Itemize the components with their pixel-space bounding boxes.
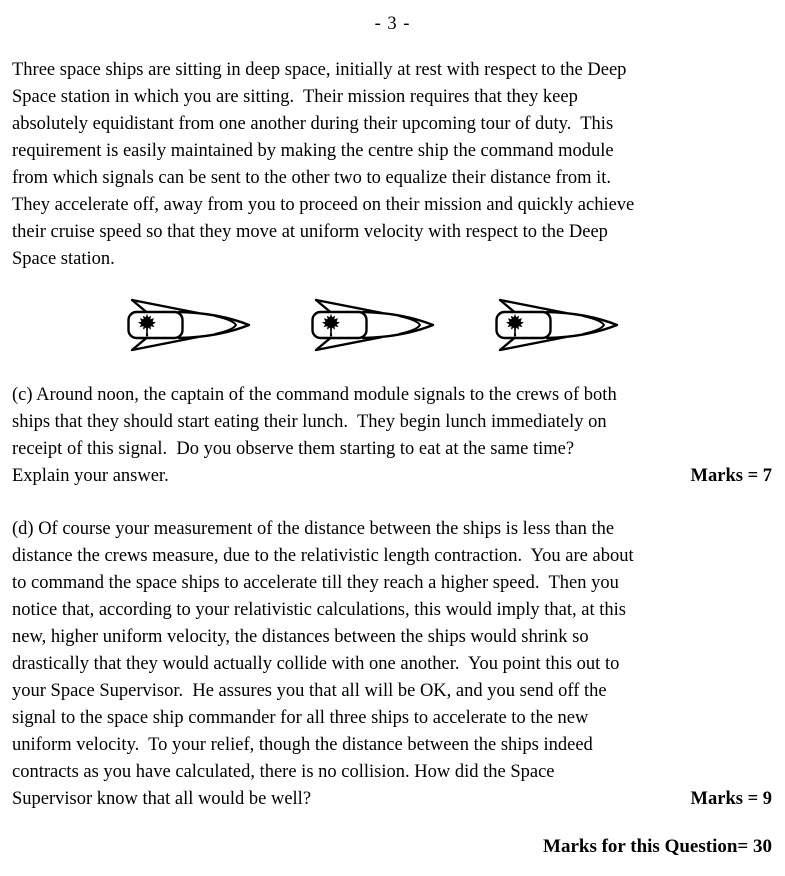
part-d-line: (d) Of course your measurement of the distance between the ships is less than the (12, 519, 615, 539)
intro-line: from which signals can be sent to the other two to equalize their distance from it. (12, 168, 612, 188)
intro-line: Space station in which you are sitting. Their mission requires that they keep (12, 87, 578, 107)
intro-line: absolutely equidistant from one another during their upcoming tour of duty. This (12, 114, 614, 134)
page-number: - 3 - (374, 14, 411, 34)
part-d-marks: Marks = 9 (690, 789, 772, 809)
part-d-line: notice that, according to your relativistic calculations, this would imply that, at this (12, 600, 626, 620)
intro-line: their cruise speed so that they move at uniform velocity with respect to the Deep (12, 222, 608, 242)
part-d-line: your Space Supervisor. He assures you that all will be OK, and you send off the (12, 681, 607, 701)
part-c-line: receipt of this signal. Do you observe them starting to eat at the same time? (12, 439, 575, 459)
intro-line: Three space ships are sitting in deep space, initially at rest with respect to the Deep (12, 60, 627, 80)
total-marks: Marks for this Question= 30 (543, 836, 772, 857)
spaceship-icon (495, 295, 619, 355)
intro-line: requirement is easily maintained by making the centre ship the command module (12, 141, 614, 161)
spaceships-figure (127, 295, 619, 355)
part-d-line: drastically that they would actually collide with one another. You point this out to (12, 654, 620, 674)
part-c-last-line: Explain your answer. (12, 466, 169, 486)
part-d-line: contracts as you have calculated, there is no collision. How did the Space (12, 762, 555, 782)
part-d-line: uniform velocity. To your relief, though the distance between the ships indeed (12, 735, 593, 755)
question-part-c (12, 382, 772, 490)
part-c-marks: Marks = 7 (690, 466, 772, 486)
intro-line: Space station. (12, 249, 115, 269)
intro-paragraph (12, 57, 772, 273)
intro-line: They accelerate off, away from you to proceed on their mission and quickly achieve (12, 195, 635, 215)
part-c-line: (c) Around noon, the captain of the command module signals to the crews of both (12, 385, 617, 405)
part-c-line: ships that they should start eating their lunch. They begin lunch immediately on (12, 412, 607, 432)
part-d-last-line: Supervisor know that all would be well? (12, 789, 312, 809)
part-d-line: new, higher uniform velocity, the distances between the ships would shrink so (12, 627, 589, 647)
part-d-line: signal to the space ship commander for all three ships to accelerate to the new (12, 708, 589, 728)
spaceship-icon (311, 295, 435, 355)
part-d-line: distance the crews measure, due to the relativistic length contraction. You are about (12, 546, 634, 566)
spaceship-icon (127, 295, 251, 355)
part-d-line: to command the space ships to accelerate till they reach a higher speed. Then you (12, 573, 619, 593)
question-part-d (12, 516, 772, 813)
